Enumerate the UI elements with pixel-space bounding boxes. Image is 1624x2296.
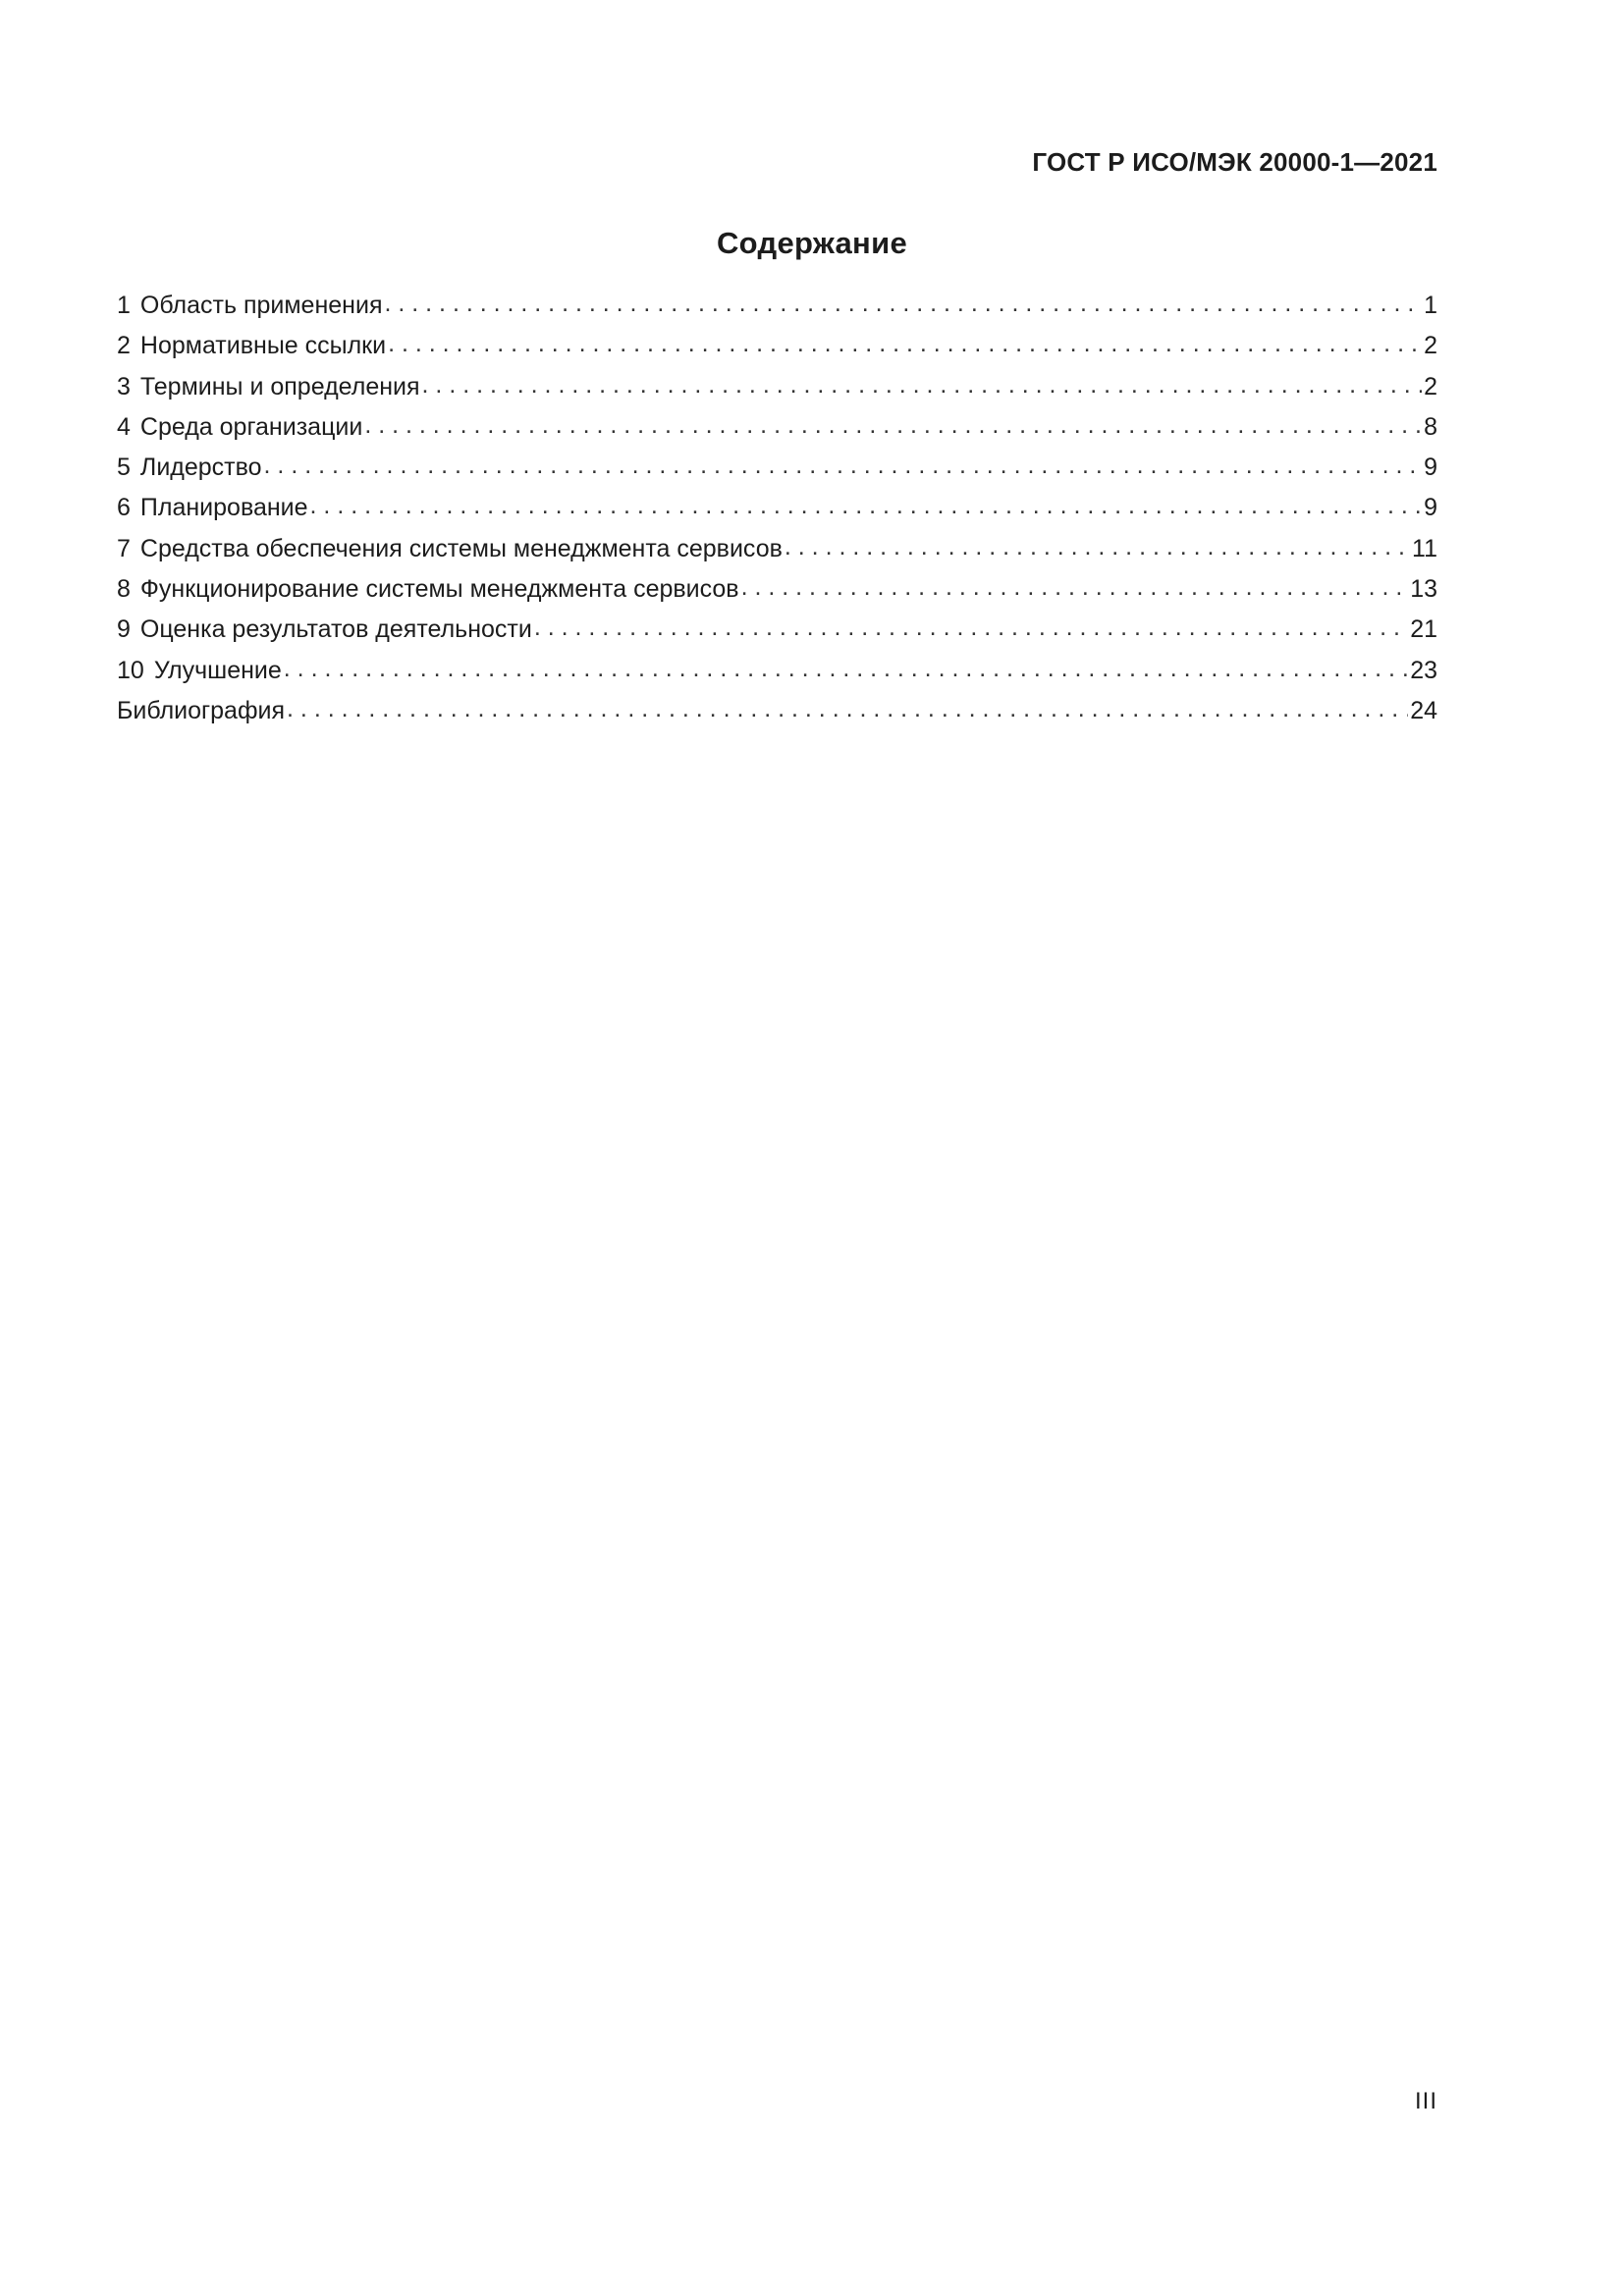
toc-dot-leader bbox=[422, 365, 1423, 405]
toc-entry-number: 7 bbox=[117, 534, 131, 562]
toc-entry-title: Среда организации bbox=[139, 412, 363, 441]
table-of-contents bbox=[117, 286, 1437, 731]
toc-entry[interactable] bbox=[117, 529, 1437, 569]
toc-entry-title: Библиография bbox=[117, 696, 286, 724]
toc-entry-page: 1 bbox=[1424, 292, 1437, 319]
toc-entry-number: 1 bbox=[117, 292, 131, 319]
toc-dot-leader bbox=[741, 567, 1409, 608]
toc-dot-leader bbox=[785, 527, 1410, 567]
toc-title: Содержание bbox=[717, 226, 907, 260]
toc-dot-leader bbox=[384, 284, 1422, 324]
toc-dot-leader bbox=[364, 405, 1422, 446]
toc-entry-number: 6 bbox=[117, 494, 131, 522]
toc-entry-page: 21 bbox=[1410, 615, 1437, 644]
toc-entry[interactable] bbox=[117, 651, 1437, 691]
toc-entry-title: Оценка результатов деятельности bbox=[139, 615, 532, 644]
toc-entry-number: 4 bbox=[117, 412, 131, 441]
toc-entry[interactable] bbox=[117, 286, 1437, 326]
toc-entry-title: Улучшение bbox=[153, 656, 282, 684]
toc-dot-leader bbox=[287, 689, 1408, 729]
toc-entry-page: 9 bbox=[1424, 494, 1437, 522]
toc-dot-leader bbox=[264, 446, 1423, 486]
toc-entry-title: Средства обеспечения системы менеджмента сервисов bbox=[139, 534, 783, 562]
toc-entry[interactable] bbox=[117, 448, 1437, 488]
toc-entry-number: 10 bbox=[117, 656, 144, 684]
toc-entry-number: 3 bbox=[117, 372, 131, 400]
toc-entry[interactable] bbox=[117, 610, 1437, 650]
toc-entry[interactable] bbox=[117, 367, 1437, 407]
toc-entry[interactable] bbox=[117, 691, 1437, 731]
toc-entry-title: Область применения bbox=[139, 292, 383, 319]
toc-entry[interactable] bbox=[117, 326, 1437, 366]
toc-dot-leader bbox=[310, 486, 1423, 526]
toc-entry-title: Планирование bbox=[139, 494, 308, 522]
toc-entry[interactable] bbox=[117, 488, 1437, 528]
toc-entry[interactable] bbox=[117, 569, 1437, 610]
toc-entry[interactable] bbox=[117, 407, 1437, 448]
toc-entry-page: 9 bbox=[1424, 454, 1437, 482]
toc-entry-page: 8 bbox=[1424, 412, 1437, 441]
toc-entry-page: 13 bbox=[1410, 575, 1437, 604]
toc-entry-number: 9 bbox=[117, 615, 131, 644]
toc-dot-leader bbox=[534, 608, 1408, 648]
toc-dot-leader bbox=[284, 649, 1408, 689]
toc-entry-page: 2 bbox=[1424, 332, 1437, 360]
toc-entry-number: 5 bbox=[117, 454, 131, 482]
toc-entry-title: Термины и определения bbox=[139, 372, 420, 400]
toc-entry-number: 2 bbox=[117, 332, 131, 360]
toc-entry-title: Нормативные ссылки bbox=[139, 332, 387, 360]
toc-entry-title: Лидерство bbox=[139, 454, 262, 482]
toc-entry-page: 11 bbox=[1412, 534, 1437, 562]
document-code-header: ГОСТ Р ИСО/МЭК 20000-1—2021 bbox=[1032, 147, 1437, 177]
toc-entry-page: 2 bbox=[1424, 372, 1437, 400]
toc-entry-page: 24 bbox=[1410, 696, 1437, 724]
page-number: III bbox=[1414, 2088, 1437, 2114]
toc-dot-leader bbox=[388, 324, 1422, 364]
toc-entry-title: Функционирование системы менеджмента сервисов bbox=[139, 575, 739, 604]
toc-entry-number: 8 bbox=[117, 575, 131, 604]
toc-entry-page: 23 bbox=[1410, 656, 1437, 684]
